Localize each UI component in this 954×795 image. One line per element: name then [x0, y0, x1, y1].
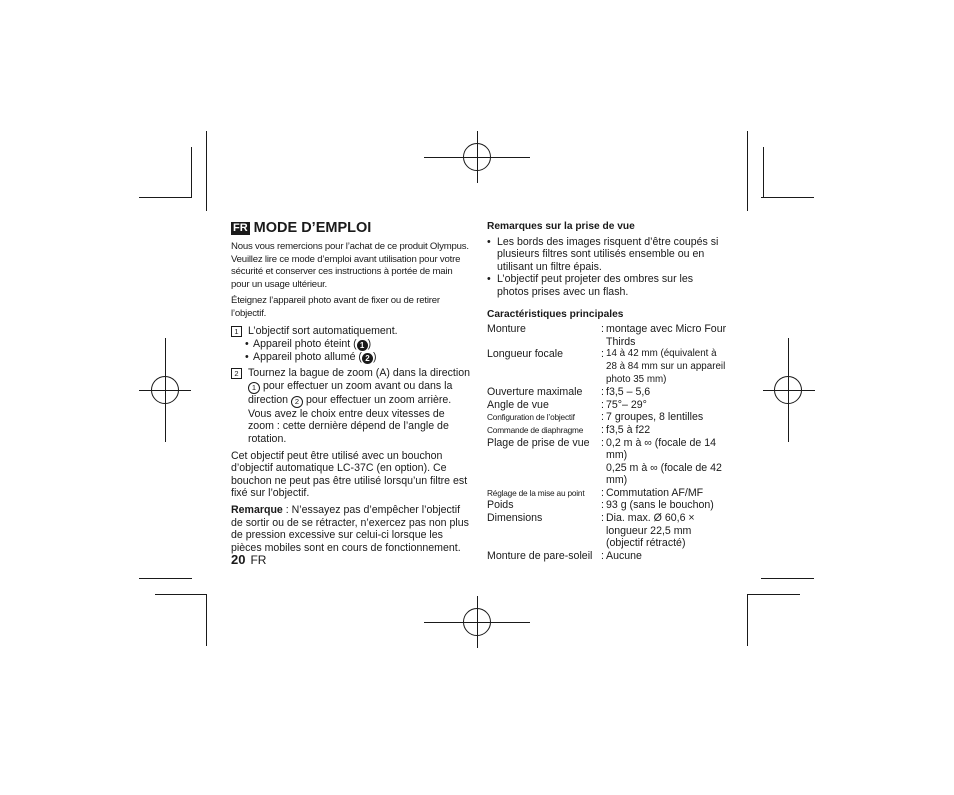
step-1-number: 1 — [231, 326, 242, 337]
spec-label: Monture — [487, 323, 526, 336]
lens-cap-paragraph: Cet objectif peut être utilisé avec un bouchon d’objectif automatique LC-37C (en option). Ce bouchon ne peut pas être utilisé lorsqu’un filtre est fixé sur l’objectif. — [231, 449, 468, 500]
spec-label: Poids — [487, 499, 514, 512]
bullet-icon: • — [487, 235, 491, 248]
spec-value: 0,2 m à ∞ (focale de 14 mm) — [606, 436, 717, 462]
spec-colon: : — [601, 398, 604, 411]
spec-value: montage avec Micro Four Thirds — [606, 323, 727, 348]
spec-label: Commande de diaphragme — [487, 424, 584, 435]
language-badge: FR — [233, 221, 248, 234]
left-column — [231, 220, 471, 558]
spec-colon: : — [601, 512, 604, 525]
spec-row — [487, 487, 727, 500]
step-2-text-a: Tournez la bague de zoom (A) dans la direction — [248, 367, 471, 380]
page-title: MODE D’EMPLOI — [253, 220, 372, 236]
note-text: Les bords des images risquent d’être coupés si plusieurs filtres sont utilisés ensemble ou en utilisant un filtre épais. — [497, 235, 719, 273]
bullet-icon: • — [245, 351, 249, 364]
spec-value: 14 à 42 mm (équivalent à 28 à 84 mm sur un appareil photo 35 mm) — [606, 348, 726, 385]
spec-value: f3,5 – 5,6 — [606, 386, 651, 399]
spec-colon: : — [601, 549, 604, 562]
spec-row — [487, 323, 727, 348]
note-item — [487, 273, 727, 298]
sub-2-text: Appareil photo allumé ( — [253, 351, 362, 364]
spec-label: Longueur focale — [487, 348, 563, 361]
spec-colon: : — [601, 323, 604, 336]
bullet-icon: • — [245, 338, 249, 351]
note-item — [487, 236, 727, 274]
remark-paragraph — [231, 504, 471, 554]
close-paren: ) — [372, 351, 377, 364]
spec-row — [487, 399, 727, 412]
spec-row — [487, 437, 727, 462]
spec-label: Dimensions — [487, 512, 543, 525]
notes-title: Remarques sur la prise de vue — [487, 221, 635, 232]
specs-title: Caractéristiques principales — [487, 308, 624, 320]
spec-row — [487, 512, 727, 550]
spec-colon: : — [601, 348, 604, 361]
spec-colon: : — [601, 436, 604, 449]
title-row — [231, 220, 471, 236]
spec-value: 7 groupes, 8 lentilles — [606, 411, 704, 424]
spec-value: 93 g (sans le bouchon) — [606, 499, 714, 512]
spec-colon: : — [601, 423, 604, 436]
spec-label: Monture de pare-soleil — [487, 549, 593, 562]
page-language: FR — [250, 553, 267, 567]
spec-label: Ouverture maximale — [487, 386, 583, 399]
spec-row — [487, 462, 727, 487]
remark-text: : N’essayez pas d’empêcher l’objectif de sortir ou de se rétracter, n’exercez pas non plus de pression excessive sur celui-ci lorsque les pièces mobiles sont en cours de fonctionnement. — [231, 503, 469, 554]
spec-row — [487, 424, 727, 437]
circled-number-2-icon: 2 — [291, 396, 303, 408]
step-2-number: 2 — [231, 368, 242, 379]
step-1 — [231, 325, 471, 338]
spec-value: Aucune — [606, 549, 642, 562]
spec-row — [487, 550, 727, 563]
step-1-text: L’objectif sort automatiquement. — [248, 324, 398, 337]
spec-row — [487, 348, 727, 386]
note-text: L’objectif peut projeter des ombres sur les photos prises avec un flash. — [497, 273, 694, 298]
spec-value: Dia. max. Ø 60,6 × longueur 22,5 mm (objectif rétracté) — [606, 512, 695, 550]
step-2 — [231, 367, 471, 445]
step-1-sub-2 — [231, 351, 471, 364]
spec-label: Réglage de la mise au point — [487, 487, 585, 498]
spec-value: f3,5 à f22 — [606, 423, 651, 436]
filled-number-2-icon: 2 — [362, 353, 373, 364]
spec-row — [487, 499, 727, 512]
spec-colon: : — [601, 486, 604, 499]
spec-row — [487, 386, 727, 399]
circled-number-1-icon: 1 — [248, 382, 260, 394]
sub-1-text: Appareil photo éteint ( — [253, 338, 357, 351]
right-column — [487, 221, 727, 562]
spec-colon: : — [601, 411, 604, 424]
intro-paragraph-2: Éteignez l’appareil photo avant de fixer ou de retirer l’objectif. — [231, 295, 440, 319]
intro-paragraph: Nous vous remercions pour l’achat de ce produit Olympus. Veuillez lire ce mode d’emploi avant utilisation pour votre sécurité et conserver ces instructions à portée de main pour un usage ultérieur. — [231, 241, 469, 290]
step-1-sub-1 — [231, 338, 471, 351]
spec-label — [487, 462, 601, 487]
spec-label: Plage de prise de vue — [487, 436, 590, 449]
spec-label: Configuration de l’objectif — [487, 412, 575, 423]
step-2-text-b: pour effectuer un zoom avant ou dans la direction — [248, 379, 453, 406]
spec-colon: : — [601, 499, 604, 512]
spec-colon: : — [601, 386, 604, 399]
spec-value: Commutation AF/MF — [606, 486, 704, 499]
step-2-text-c: pour effectuer un zoom arrière. Vous avez le choix entre deux vitesses de zoom : cette dernière dépend de l’angle de rotation. — [248, 393, 452, 445]
page-footer — [231, 552, 266, 567]
spec-label: Angle de vue — [487, 398, 549, 411]
close-paren: ) — [367, 338, 372, 351]
spec-value: 75°– 29° — [606, 398, 647, 411]
page-number: 20 — [231, 552, 246, 567]
spec-row — [487, 411, 727, 424]
bullet-icon: • — [487, 273, 491, 286]
filled-number-1-icon: 1 — [357, 340, 368, 351]
remark-label: Remarque — [231, 503, 283, 516]
spec-value: 0,25 m à ∞ (focale de 42 mm) — [606, 461, 722, 487]
